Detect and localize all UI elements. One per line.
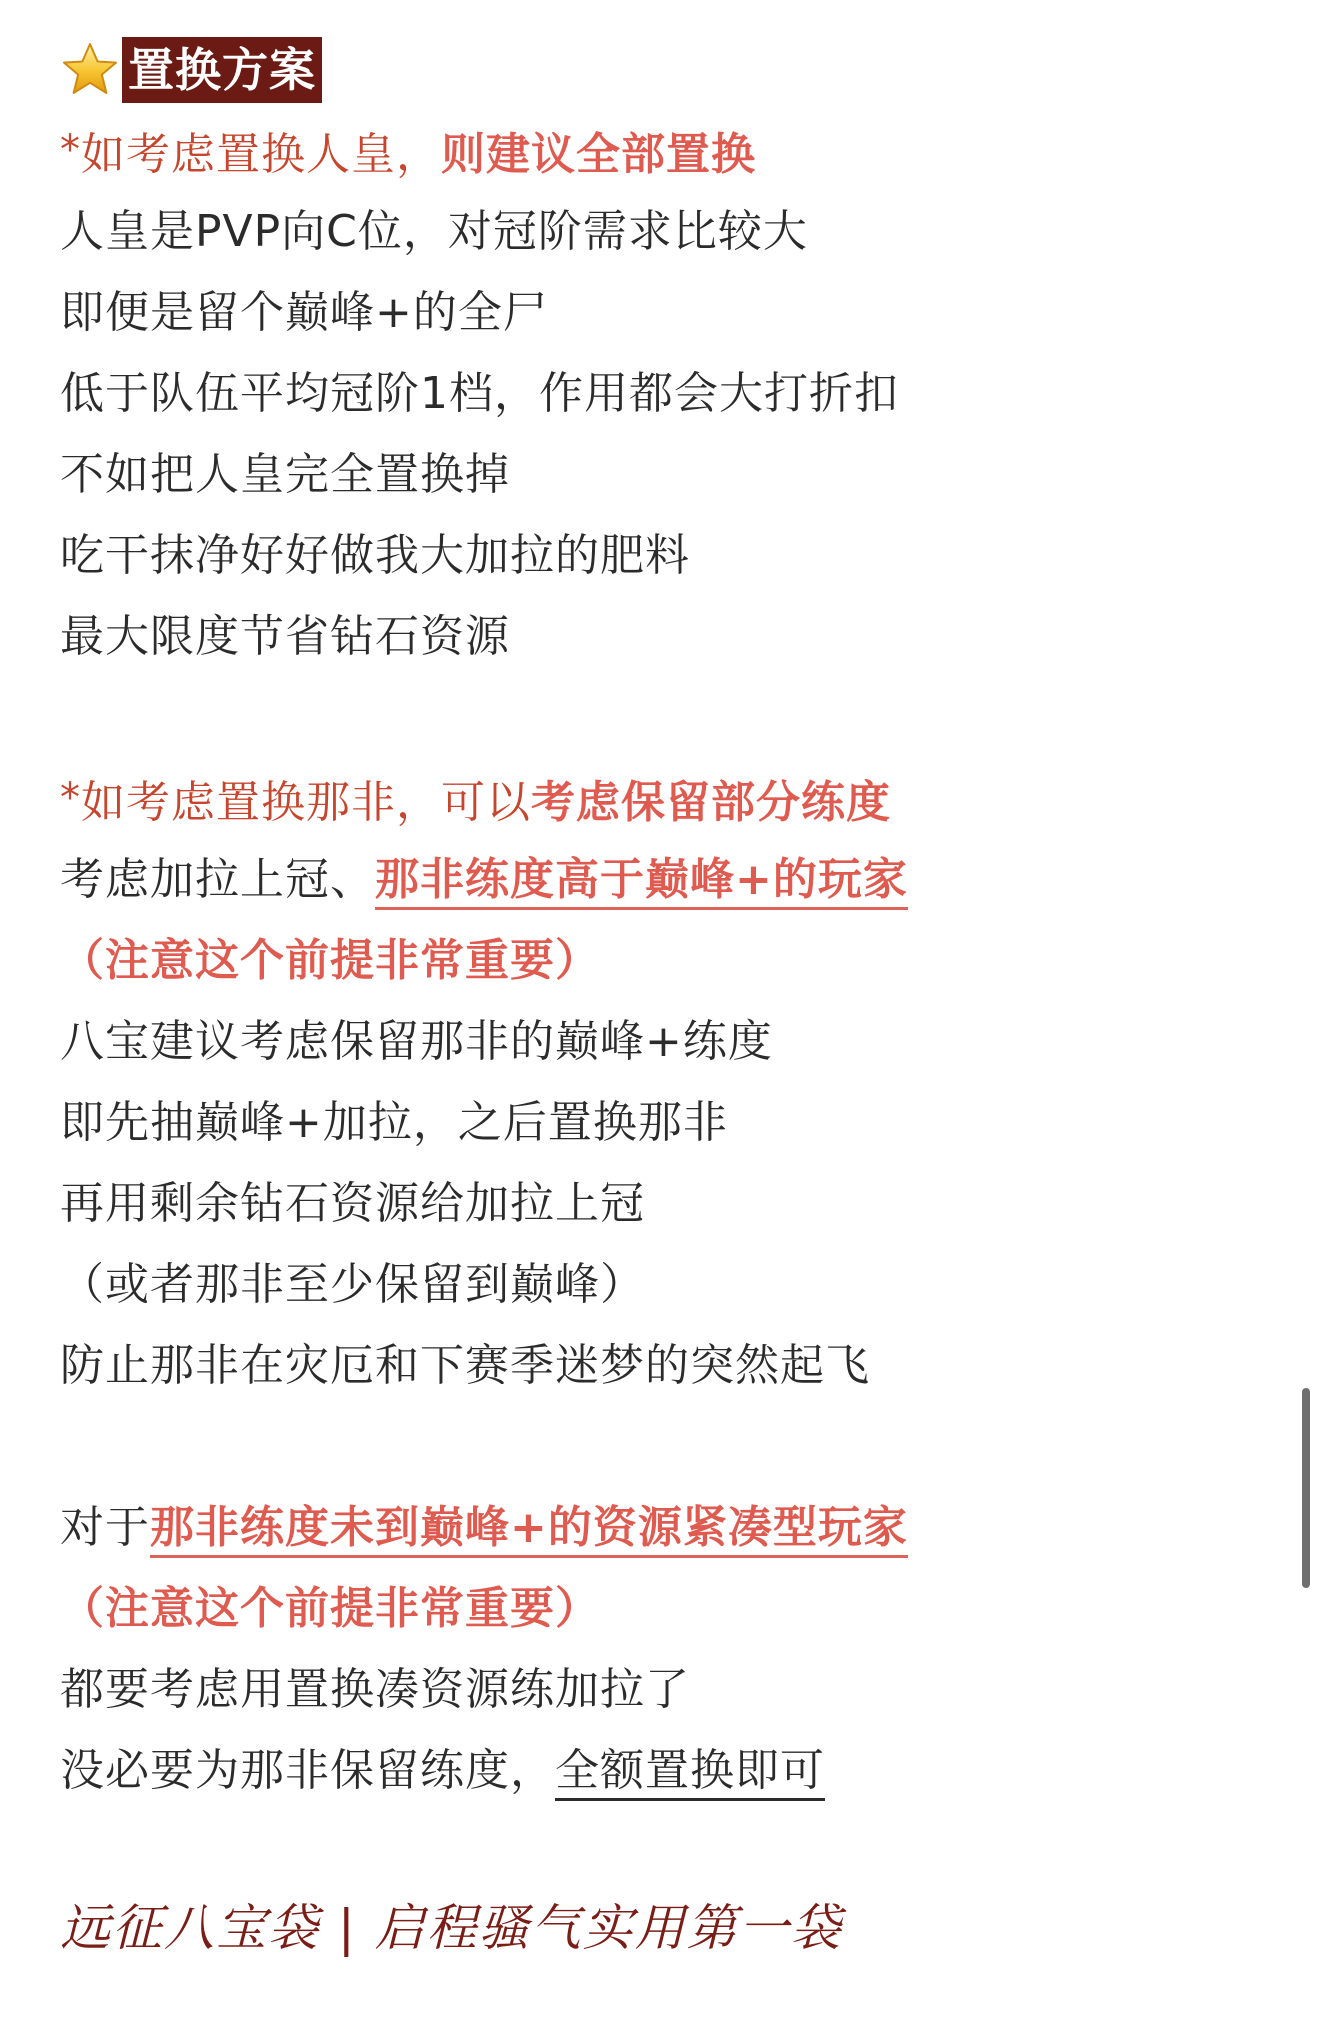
section3-condition: [60, 1487, 1260, 1568]
section3-conclusion-underlined: 全额置换即可: [555, 1745, 825, 1801]
section1-heading: [60, 110, 1260, 191]
text-line: 即便是留个巅峰+的全尸: [60, 287, 548, 338]
text-line: 人皇是PVP向C位，对冠阶需求比较大: [60, 206, 808, 257]
asterisk: *: [60, 775, 81, 821]
text-line: 低于队伍平均冠阶1档，作用都会大打折扣: [60, 368, 899, 419]
section3-condition-highlight: 那非练度未到巅峰+的资源紧凑型玩家: [150, 1502, 908, 1558]
text-line: 不如把人皇完全置换掉: [60, 449, 510, 500]
page-title: 置换方案: [122, 37, 322, 103]
section2-condition-highlight: 那非练度高于巅峰+的玩家: [375, 854, 908, 910]
spacer: [60, 1406, 1260, 1487]
footer-slogan: 远征八宝袋 | 启程骚气实用第一袋: [60, 1899, 843, 1957]
text-line: 再用剩余钻石资源给加拉上冠: [60, 1178, 645, 1229]
title-row: [60, 32, 1260, 108]
scrollbar-thumb[interactable]: [1302, 1388, 1310, 1588]
text-line: 最大限度节省钻石资源: [60, 611, 510, 662]
article-body: [60, 32, 1260, 1811]
section2-condition-prefix: 考虑加拉上冠、: [60, 854, 375, 905]
section2-highlight: 考虑保留部分练度: [531, 777, 891, 828]
text-line: （或者那非至少保留到巅峰）: [60, 1259, 645, 1310]
section2-lead: 如考虑置换那非，: [81, 777, 441, 828]
section3-conclusion-prefix: 没必要为那非保留练度，: [60, 1745, 555, 1796]
section2-condition: [60, 839, 1260, 920]
text-line: 八宝建议考虑保留那非的巅峰+练度: [60, 1016, 773, 1067]
section3-note: （注意这个前提非常重要）: [60, 1583, 600, 1634]
section2-lead2: 可以: [441, 777, 531, 828]
text-line: 都要考虑用置换凑资源练加拉了: [60, 1664, 690, 1715]
asterisk: *: [60, 127, 81, 173]
section3-condition-prefix: 对于: [60, 1502, 150, 1553]
star-icon: [60, 40, 120, 100]
text-line: 即先抽巅峰+加拉，之后置换那非: [60, 1097, 728, 1148]
section3-conclusion: [60, 1730, 1260, 1811]
section2-note: （注意这个前提非常重要）: [60, 935, 600, 986]
text-line: 防止那非在灾厄和下赛季迷梦的突然起飞: [60, 1340, 870, 1391]
text-line: 吃干抹净好好做我大加拉的肥料: [60, 530, 690, 581]
section2-heading: [60, 758, 1260, 839]
section1-highlight: 则建议全部置换: [441, 129, 756, 180]
section1-lead: 如考虑置换人皇，: [81, 129, 441, 180]
spacer: [60, 677, 1260, 758]
